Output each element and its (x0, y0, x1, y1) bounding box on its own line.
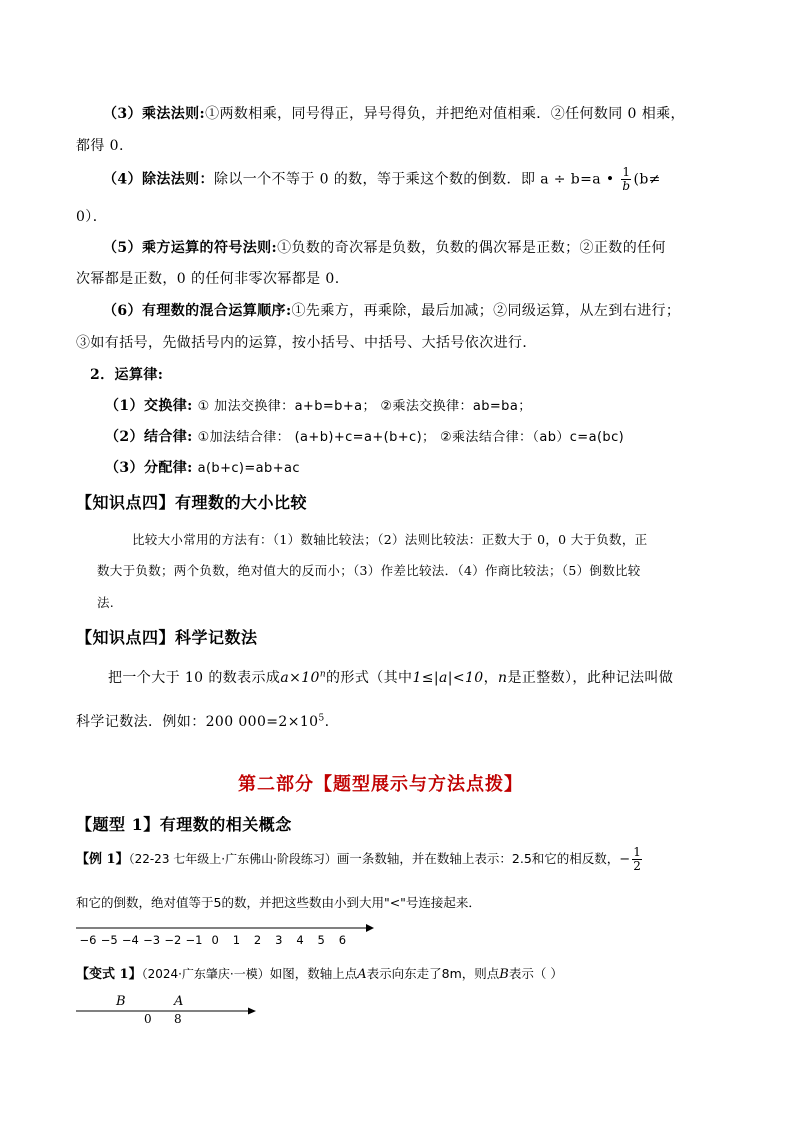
law-1-label: （1）交换律: (105, 398, 193, 414)
example-1-minus: − (619, 852, 631, 867)
number-line-tick-label: 6 (338, 933, 347, 947)
fig-label-a: A (174, 994, 184, 1009)
kp-compare-line-1: 比较大小常用的方法有：（1）数轴比较法；（2）法则比较法：正数大于 0，0 大于负数，正 (132, 532, 648, 547)
kp-sci-formula (280, 670, 326, 686)
number-line-tick-label: −2 (164, 933, 182, 947)
law-2 (105, 426, 624, 446)
number-line-tick-label: 2 (253, 933, 262, 947)
kp-sci-formula-exp: n (319, 669, 327, 680)
law-3 (105, 457, 300, 477)
rule-5-text: ①负数的奇次幂是负数，负数的偶次幂是正数；②正数的任何 (277, 240, 666, 256)
example-1-fraction: $\frac{1}{2}$ (633, 845, 641, 873)
variant-1-text-a: 如图，数轴上点 (269, 966, 358, 981)
rule-5-label: （5）乘方运算的符号法则: (103, 240, 278, 256)
rule-4-line-2: 0）． (76, 209, 108, 225)
kp-sci-title: 【知识点四】科学记数法 (76, 628, 258, 647)
variant-1-point-b: B (499, 967, 509, 982)
kp-sci-text-c: ， (483, 670, 499, 686)
number-line-arrow (366, 924, 374, 932)
example-1-text: 画一条数轴，并在数轴上表示：2.5和它的相反数， (336, 851, 620, 866)
rule-3-label: （3）乘法法则: (103, 106, 206, 122)
kp-sci-text-a: 把一个大于 10 的数表示成 (108, 670, 281, 686)
rule-4-text: 除以一个不等于 0 的数，等于乘这个数的倒数．即 a ÷ b=a • (213, 171, 615, 188)
number-line-tick-label: 4 (296, 933, 304, 947)
number-line-tick-label: −3 (143, 933, 161, 947)
rule-5-line-2: 次幂都是正数，0 的任何非零次幂都是 0. (76, 271, 340, 287)
variant-1-point-a: A (357, 967, 367, 982)
law-2-label: （2）结合律: (105, 429, 193, 445)
kp-sci-n: n (498, 670, 508, 686)
rule-6-label: （6）有理数的混合运算顺序: (103, 303, 292, 319)
number-line-svg (76, 922, 376, 952)
kp-sci-example-end: . (324, 714, 330, 730)
kp-sci-condition: 1≤|a|<10 (412, 670, 484, 686)
number-line-tick-label: 0 (211, 933, 219, 947)
rule-3-text: ①两数相乘，同号得正，异号得负，并把绝对值相乘．②任何数同 0 相乘， (205, 106, 685, 122)
example-1-source: （22-23 七年级上·广东佛山·阶段练习） (128, 852, 337, 866)
fig-label-zero: 0 (144, 1012, 152, 1026)
rule-3-line-1 (103, 103, 685, 123)
variant-1-source: （2024·广东肇庆·一模） (141, 967, 270, 981)
number-line-tick-label: −4 (121, 933, 139, 947)
number-line-tick-label: −1 (185, 933, 203, 947)
kp-sci-example: 科学记数法．例如：200 000=2×10 (76, 714, 319, 730)
rule-4-fraction: $\frac{1}{b}$ (622, 165, 631, 193)
rule-3-line-2: 都得 0. (76, 138, 124, 154)
number-line-tick-label: 1 (232, 933, 241, 947)
rule-5-line-1 (103, 237, 666, 257)
rule-4-tail: (b≠ (633, 171, 661, 188)
rule-6-line-2: ③如有括号，先做括号内的运算，按小括号、中括号、大括号依次进行． (76, 335, 537, 351)
variant-1-figure-svg (76, 992, 266, 1028)
number-line-tick-label: 3 (275, 933, 283, 947)
kp-sci-example-exp: 5 (318, 713, 325, 724)
variant-1-text-c: 表示（ ） (508, 966, 563, 981)
kp-compare-line-3: 法. (97, 595, 115, 610)
kp-sci-text-d: 是正整数），此种记法叫做 (507, 670, 674, 686)
law-3-text: a(b+c)=ab+ac (197, 461, 300, 476)
variant-1-line (76, 963, 563, 982)
number-line-tick-label: 5 (317, 933, 325, 947)
variant-1-label: 【变式 1】 (76, 967, 142, 982)
kp-sci-text-b: 的形式（其中 (326, 670, 413, 686)
rule-4-line-1 (103, 166, 661, 193)
number-line-tick-label: −6 (79, 933, 97, 947)
example-1-line-2: 和它的倒数，绝对值等于5的数，并把这些数由小到大用"<"号连接起来． (76, 895, 481, 910)
variant-1-figure (76, 992, 266, 1028)
kp-compare-title: 【知识点四】有理数的大小比较 (76, 493, 308, 512)
law-1 (105, 395, 532, 415)
example-1-label: 【例 1】 (76, 852, 129, 867)
rule-4-label: （4）除法法则： (103, 171, 214, 188)
law-3-label: （3）分配律: (105, 460, 193, 476)
kp-sci-line-1 (108, 667, 673, 687)
number-line-tick-label: −5 (100, 933, 118, 947)
type1-title: 【题型 1】有理数的相关概念 (76, 815, 292, 834)
number-line-ticks (80, 933, 347, 947)
kp-sci-formula-base: a×10 (280, 670, 320, 686)
law-2-text: ①加法结合律： (a+b)+c=a+(b+c)； ②乘法结合律：（ab）c=a(bc) (197, 430, 625, 445)
variant-1-text-b: 表示向东走了8m，则点 (366, 966, 500, 981)
fig-label-b: B (116, 994, 126, 1009)
laws-title: 2．运算律: (90, 367, 164, 383)
part2-title: 第二部分【题型展示与方法点拨】 (238, 774, 523, 795)
fig-label-eight: 8 (174, 1012, 182, 1026)
rule-6-text: ①先乘方，再乘除，最后加减；②同级运算，从左到右进行； (291, 303, 681, 319)
number-line (76, 922, 376, 952)
kp-compare-line-2: 数大于负数；两个负数，绝对值大的反而小；（3）作差比较法．（4）作商比较法；（5）倒数比较 (97, 563, 641, 578)
example-1-line-1 (76, 846, 644, 873)
fig-arrow (248, 1008, 256, 1015)
law-1-text: ① 加法交换律：a+b=b+a； ②乘法交换律：ab=ba； (197, 399, 532, 414)
rule-6-line-1 (103, 300, 680, 320)
kp-sci-line-2 (76, 711, 329, 731)
